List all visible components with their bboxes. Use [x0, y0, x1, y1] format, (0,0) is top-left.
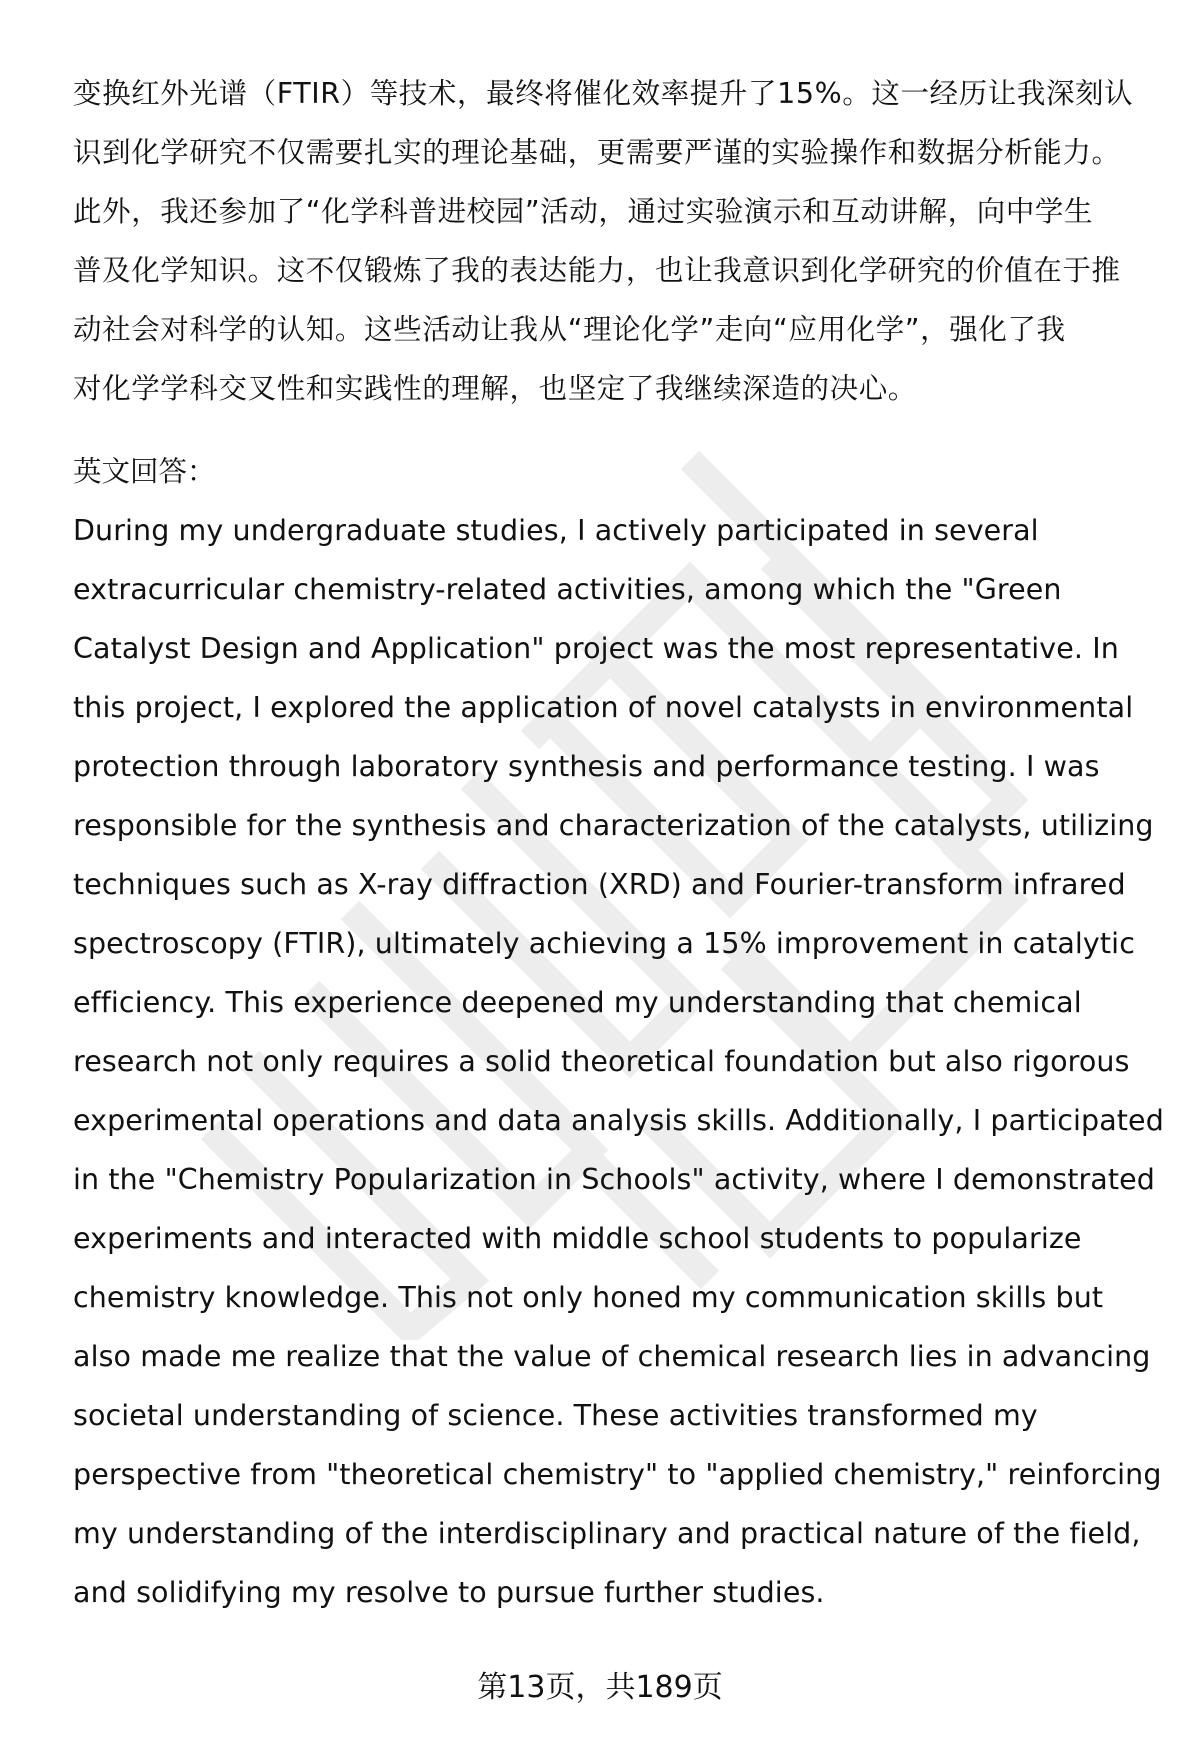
text-line: experimental operations and data analysis skills. Additionally, I participated — [73, 1104, 1164, 1137]
chinese-answer-paragraph — [73, 64, 1148, 418]
text-line: 此外，我还参加了“化学科普进校园”活动，通过实验演示和互动讲解，向中学生 — [73, 195, 1094, 228]
text-line: 动社会对科学的认知。这些活动让我从“理论化学”走向“应用化学”，强化了我 — [73, 313, 1066, 346]
text-line: research not only requires a solid theoretical foundation but also rigorous — [73, 1045, 1130, 1078]
english-answer-paragraph — [73, 501, 1164, 1622]
text-line: 普及化学知识。这不仅锻炼了我的表达能力，也让我意识到化学研究的价值在于推 — [73, 254, 1121, 287]
text-line: protection through laboratory synthesis and performance testing. I was — [73, 750, 1100, 783]
text-line: and solidifying my resolve to pursue further studies. — [73, 1576, 825, 1609]
text-line: also made me realize that the value of chemical research lies in advancing — [73, 1340, 1151, 1373]
text-line: During my undergraduate studies, I actively participated in several — [73, 514, 1039, 547]
english-answer-label: 英文回答： — [73, 455, 216, 488]
text-line: in the "Chemistry Popularization in Schools" activity, where I demonstrated — [73, 1163, 1155, 1196]
text-line: responsible for the synthesis and characterization of the catalysts, utilizing — [73, 809, 1154, 842]
page-number-footer: 第13页，共189页 — [477, 1670, 723, 1705]
text-line: 对化学学科交叉性和实践性的理解，也坚定了我继续深造的决心。 — [73, 372, 917, 405]
text-line: my understanding of the interdisciplinary and practical nature of the field, — [73, 1517, 1141, 1550]
text-line: spectroscopy (FTIR), ultimately achieving a 15% improvement in catalytic — [73, 927, 1135, 960]
text-line: Catalyst Design and Application" project was the most representative. In — [73, 632, 1119, 665]
text-line: techniques such as X-ray diffraction (XRD) and Fourier-transform infrared — [73, 868, 1126, 901]
text-line: efficiency. This experience deepened my understanding that chemical — [73, 986, 1082, 1019]
text-line: 变换红外光谱（FTIR）等技术，最终将催化效率提升了15%。这一经历让我深刻认 — [73, 77, 1134, 110]
text-line: perspective from "theoretical chemistry" to "applied chemistry," reinforcing — [73, 1458, 1162, 1491]
text-line: chemistry knowledge. This not only honed my communication skills but — [73, 1281, 1104, 1314]
text-line: this project, I explored the application of novel catalysts in environmental — [73, 691, 1134, 724]
text-line: societal understanding of science. These activities transformed my — [73, 1399, 1038, 1432]
document-body — [73, 64, 1164, 1622]
text-line: 识到化学研究不仅需要扎实的理论基础，更需要严谨的实验操作和数据分析能力。 — [73, 136, 1121, 169]
text-line: extracurricular chemistry-related activities, among which the "Green — [73, 573, 1062, 606]
text-line: experiments and interacted with middle school students to popularize — [73, 1222, 1082, 1255]
